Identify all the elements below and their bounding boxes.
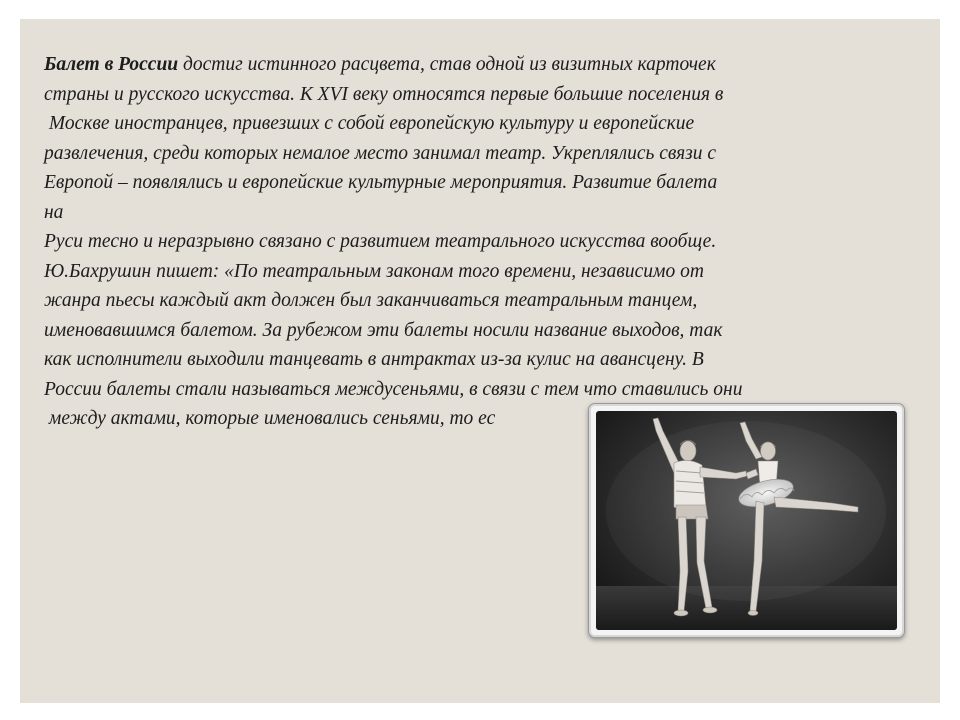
body-text <box>44 50 924 434</box>
text-line: между актами, которые именовались сеньями, то ес <box>44 408 496 429</box>
text-line: Ю.Бахрушин пишет: «По театральным законам того времени, независимо от <box>44 260 704 282</box>
text-line: на <box>44 201 64 223</box>
text-line: Москве иностранцев, привезших с собой европейскую культуру и европейские <box>44 113 695 134</box>
text-line: развлечения, среди которых немалое место занимал театр. Укреплялись связи с <box>44 142 717 164</box>
ballet-dancers-photo <box>596 411 897 630</box>
text-line: Руси тесно и неразрывно связано с развитием театрального искусства вообще. <box>44 231 717 252</box>
text-line: Европой – появлялись и европейские культурные мероприятия. Развитие балета <box>44 172 718 193</box>
text-line <box>44 50 924 80</box>
text-line: как исполнители выходили танцевать в антрактах из-за кулис на авансцену. В <box>44 349 704 370</box>
text-line: страны и русского искусства. К XVI веку относятся первые большие поселения в <box>44 83 724 105</box>
text-line: жанра пьесы каждый акт должен был заканчиваться театральным танцем, <box>44 290 698 311</box>
text-line-rest: достиг истинного расцвета, став одной из визитных карточек <box>178 54 716 75</box>
text-line: именовавшимся балетом. За рубежом эти балеты носили название выходов, так <box>44 319 723 341</box>
text-line: России балеты стали называться междусеньями, в связи с тем что ставились они <box>44 378 743 400</box>
ballet-photo-frame <box>588 403 905 638</box>
lead-bold-text: Балет в России <box>44 54 179 75</box>
